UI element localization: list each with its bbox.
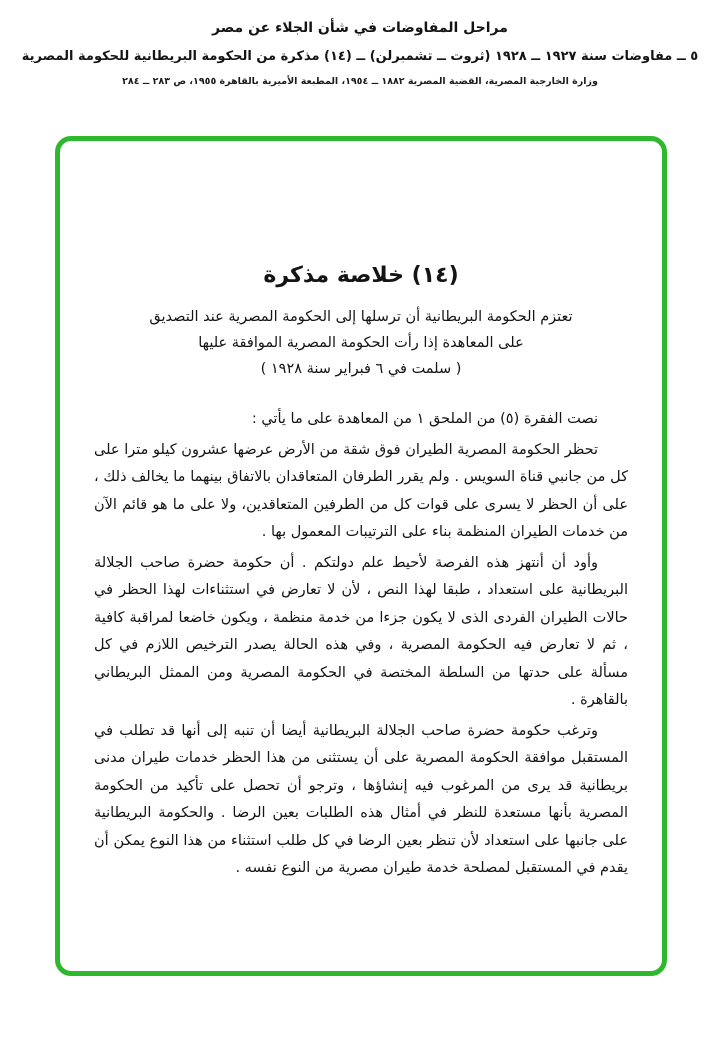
intro-line-2: على المعاهدة إذا رأت الحكومة المصرية الموافقة عليها [198,335,524,351]
header-subtitle: ٥ ــ مفاوضات سنة ١٩٢٧ ــ ١٩٢٨ (ثروت ــ تشمبرلن) ــ (١٤) مذكرة من الحكومة البريطانية للحكومة المصرية [21,49,699,64]
paragraph: تحظر الحكومة المصرية الطيران فوق شقة من الأرض عرضها عشرون كيلو مترا على كل من جانبي قناة السويس . ولم يقرر الطرفان المتعاقدان بالاتفاق بينهما ما يخالف ذلك ، على أن الحظر لا يسرى على قوات كل من الطرفين المتعاقدين، ولا على ما هو قائم الآن من خدمات الطيران المنظمة بناء على الترتيبات المعمول بها . [94,441,628,540]
header-source-citation: وزارة الخارجية المصرية، القضية المصرية ١٨٨٢ ــ ١٩٥٤، المطبعة الأميرية بالقاهرة ١٩٥٥، ص ٢٨٣ ــ ٢٨٤ [122,76,598,87]
document-title: (١٤) خلاصة مذكرة [263,263,459,288]
document-body [94,406,628,883]
header-title: مراحل المفاوضات في شأن الجلاء عن مصر [212,20,508,36]
intro-line-3: ( سلمت في ٦ فبراير سنة ١٩٢٨ ) [260,361,462,377]
paragraph: وأود أن أنتهز هذه الفرصة لأحيط علم دولتكم . أن حكومة حضرة صاحب الجلالة البريطانية على استعداد ، طبقا لهذا النص ، لأن لا تعارض في استثناءات لهذا الحظر في حالات الطيران الفردى الذى لا يكون جزءا من خدمة منظمة ، ويكون خاضعا لمراقبة كافية ، ثم لا تعارض فيه الحكومة المصرية ، وفي هذه الحالة يصدر الترخيص اللازم في كل مسألة على حدتها من السلطة المختصة في الحكومة المصرية ومن الممثل البريطاني بالقاهرة . [94,554,628,708]
intro-line-1: تعتزم الحكومة البريطانية أن ترسلها إلى الحكومة المصرية عند التصديق [149,309,573,325]
paragraph: وترغب حكومة حضرة صاحب الجلالة البريطانية أيضا أن تنبه إلى أنها قد تطلب في المستقبل موافقة الحكومة المصرية على أن يستثنى من هذا الحظر خدمات طيران مدنى بريطانية قد يرى من المرغوب فيه إنشاؤها ، وترجو أن تحصل على تأكيد من الحكومة المصرية بأنها مستعدة للنظر في أمثال هذه الطلبات بعين الرضا . والحكومة البريطانية على جانبها على استعداد لأن تنظر بعين الرضا في كل طلب استثناء من هذا النوع يمكن أن يقدم في المستقبل لمصلحة خدمة طيران مصرية من النوع نفسه . [94,722,628,876]
document-frame [55,136,667,976]
paragraph: نصت الفقرة (٥) من الملحق ١ من المعاهدة على ما يأتي : [251,411,598,427]
document-intro [94,304,628,382]
page-header [0,0,720,87]
